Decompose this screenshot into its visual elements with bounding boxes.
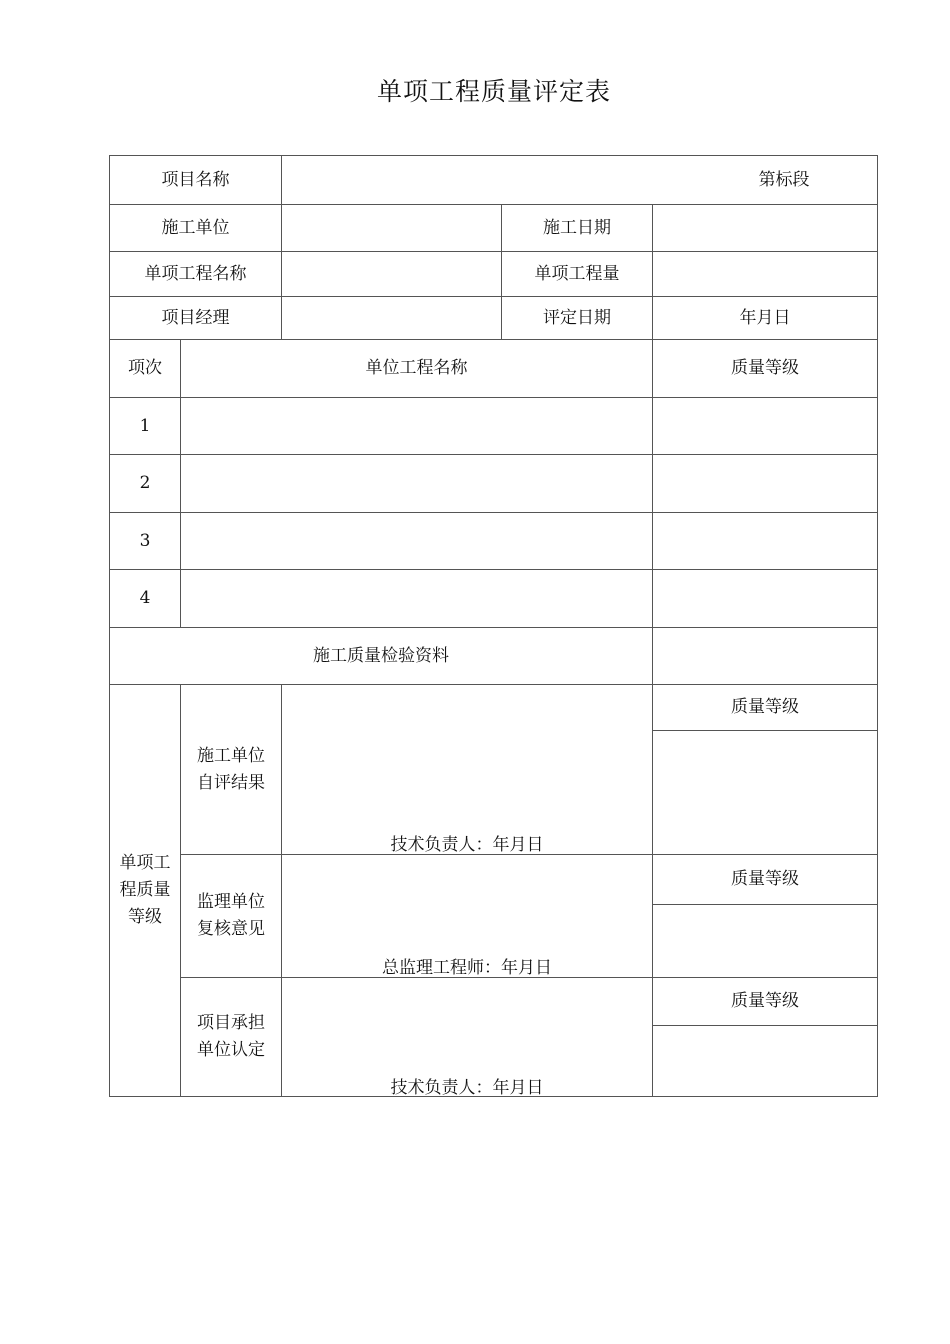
table-row-index: 4 xyxy=(139,588,151,608)
table-row-index: 1 xyxy=(139,415,151,436)
contractor-self-eval-label xyxy=(181,685,281,854)
evaluation-date-label: 评定日期 xyxy=(543,307,611,328)
grid-line xyxy=(877,155,878,1097)
grid-line xyxy=(109,454,878,455)
table-row-index: 2 xyxy=(139,473,151,493)
table-row-index: 3 xyxy=(139,530,151,551)
grid-line xyxy=(109,569,878,570)
side-label-line: 程质量 xyxy=(119,880,171,900)
block-label-line: 施工单位 xyxy=(197,745,265,766)
grid-line xyxy=(109,512,878,513)
item-name-label: 单项工程名称 xyxy=(144,263,247,284)
side-label-line: 等级 xyxy=(128,907,162,927)
grid-line xyxy=(652,904,878,905)
grade-label: 质量等级 xyxy=(731,869,799,889)
signature-line: 技术负责人：年月日 xyxy=(390,1078,544,1098)
evaluation-date-value: 年月日 xyxy=(739,307,791,328)
grade-label: 质量等级 xyxy=(731,697,799,717)
manager-label: 项目经理 xyxy=(161,307,230,328)
supervisor-review-label xyxy=(181,855,281,977)
grade-label: 质量等级 xyxy=(731,991,799,1011)
owner-confirmation-label xyxy=(181,978,281,1096)
section-label: 第标段 xyxy=(758,169,810,190)
grid-line xyxy=(281,155,282,340)
block-label-line: 自评结果 xyxy=(197,772,265,793)
signature-line: 总监理工程师：年月日 xyxy=(382,958,552,978)
assessment-side-label xyxy=(110,685,180,1096)
block-label-line: 单位认定 xyxy=(197,1040,265,1060)
grid-line xyxy=(281,684,282,1097)
inspection-label: 施工质量检验资料 xyxy=(313,645,449,666)
signature-line: 技术负责人：年月日 xyxy=(390,835,544,855)
contractor-label: 施工单位 xyxy=(161,217,230,238)
construction-date-label: 施工日期 xyxy=(543,217,611,238)
block-label-line: 项目承担 xyxy=(197,1013,265,1033)
side-label-line: 单项工 xyxy=(119,853,171,873)
block-label-line: 复核意见 xyxy=(197,919,265,939)
col-grade-header: 质量等级 xyxy=(731,358,799,378)
page-title: 单项工程质量评定表 xyxy=(376,77,611,106)
item-quantity-label: 单项工程量 xyxy=(534,263,620,284)
block-label-line: 监理单位 xyxy=(197,892,265,912)
grid-line xyxy=(652,1025,878,1026)
grid-line xyxy=(652,730,878,731)
col-index-header: 项次 xyxy=(128,358,162,378)
grid-line xyxy=(109,397,878,398)
col-name-header: 单位工程名称 xyxy=(365,358,468,378)
project-name-label: 项目名称 xyxy=(161,169,230,190)
